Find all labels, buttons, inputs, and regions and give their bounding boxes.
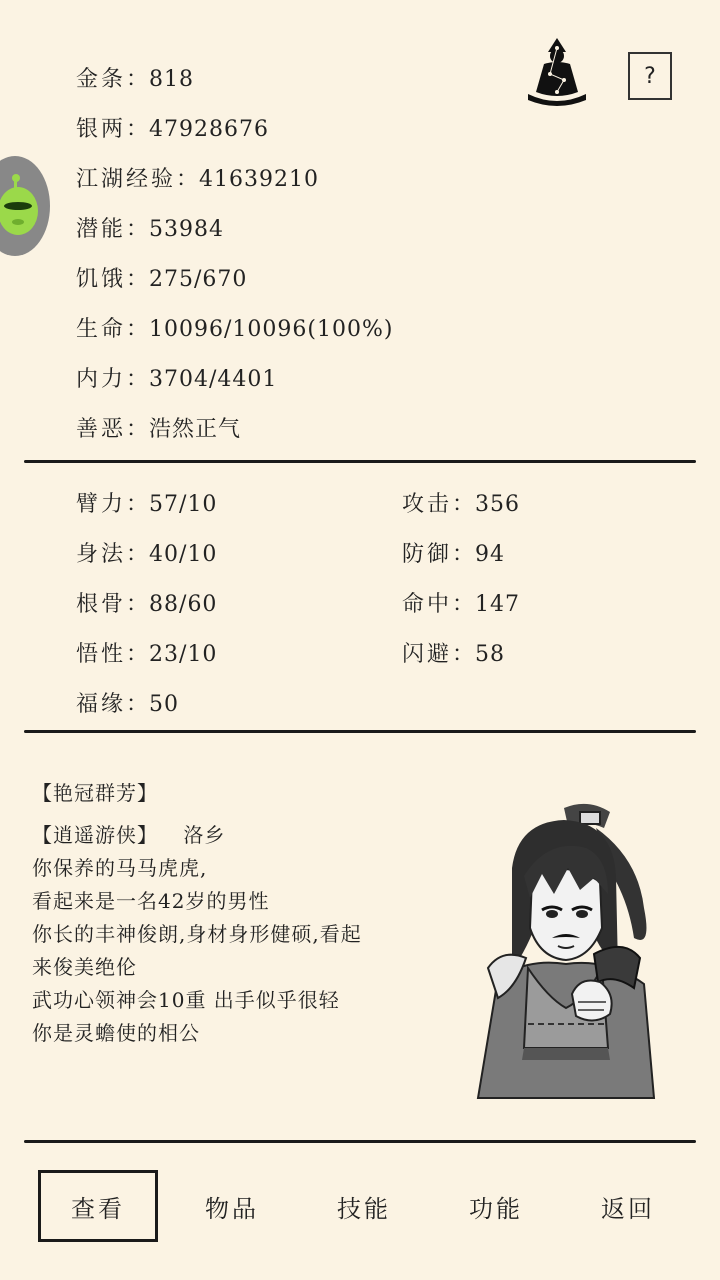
divider-top: [24, 460, 696, 463]
stat-silver-value: 47928676: [149, 117, 270, 142]
nav-view-label: 查看: [71, 1194, 125, 1223]
attr-defense: 防御：94: [402, 542, 506, 567]
stat-experience-value: 41639210: [199, 167, 320, 192]
attr-comprehension: 悟性：23/10: [76, 642, 218, 667]
stat-gold-value: 818: [149, 67, 195, 92]
stat-hunger-value: 275/670: [149, 267, 248, 292]
nav-back-button[interactable]: [568, 1170, 688, 1242]
help-label: ?: [644, 63, 656, 89]
floating-avatar[interactable]: [0, 156, 50, 256]
character-portrait: [468, 798, 664, 1102]
profile-name: 洛乡: [183, 823, 226, 847]
profile-rank-line: [32, 819, 225, 848]
stat-health: 生命：10096/10096(100%): [76, 317, 394, 342]
nav-items-button[interactable]: [172, 1170, 292, 1242]
attr-agility: 身法：40/10: [76, 542, 218, 567]
stat-inner-power-value: 3704/4401: [149, 367, 278, 392]
profile-title: 【艳冠群芳】: [32, 781, 158, 805]
stat-health-value: 10096/10096(100%): [149, 317, 394, 342]
stat-inner-power: 内力：3704/4401: [76, 367, 278, 392]
nav-functions-label: 功能: [469, 1194, 523, 1223]
attr-attack: 攻击：356: [402, 492, 521, 517]
stat-morality-value: 浩然正气: [149, 417, 242, 442]
nav-skills-label: 技能: [337, 1194, 391, 1223]
stat-morality: 善恶：浩然正气: [76, 417, 242, 442]
attr-strength: 臂力：57/10: [76, 492, 218, 517]
profile-line: 看起来是一名42岁的男性: [32, 889, 270, 913]
nav-items-label: 物品: [205, 1194, 259, 1223]
nav-back-label: 返回: [601, 1194, 655, 1223]
profile-line: 你保养的马马虎虎,: [32, 856, 208, 880]
stat-gold: 金条：818: [76, 67, 195, 92]
nav-view-button[interactable]: [38, 1170, 158, 1242]
stat-potential: 潜能：53984: [76, 217, 225, 242]
profile-rank: 【逍遥游侠】: [32, 823, 158, 847]
attr-dodge: 闪避：58: [402, 642, 506, 667]
profile-line: 你是灵蟾使的相公: [32, 1021, 200, 1045]
attr-luck: 福缘：50: [76, 692, 180, 717]
nav-functions-button[interactable]: [436, 1170, 556, 1242]
attr-constitution: 根骨：88/60: [76, 592, 218, 617]
stat-hunger: 饥饿：275/670: [76, 267, 248, 292]
attr-hit: 命中：147: [402, 592, 521, 617]
nav-skills-button[interactable]: [304, 1170, 424, 1242]
profile-line: 你长的丰神俊朗,身材身形健硕,看起: [32, 922, 362, 946]
help-button[interactable]: [628, 52, 672, 100]
meditation-icon[interactable]: [524, 34, 590, 106]
profile-line: 来俊美绝伦: [32, 955, 137, 979]
profile-line: 武功心领神会10重 出手似乎很轻: [32, 988, 340, 1012]
stat-experience: 江湖经验：41639210: [76, 167, 320, 192]
stat-silver: 银两：47928676: [76, 117, 270, 142]
divider-bottom: [24, 1140, 696, 1143]
divider-middle: [24, 730, 696, 733]
stat-potential-value: 53984: [149, 217, 225, 242]
